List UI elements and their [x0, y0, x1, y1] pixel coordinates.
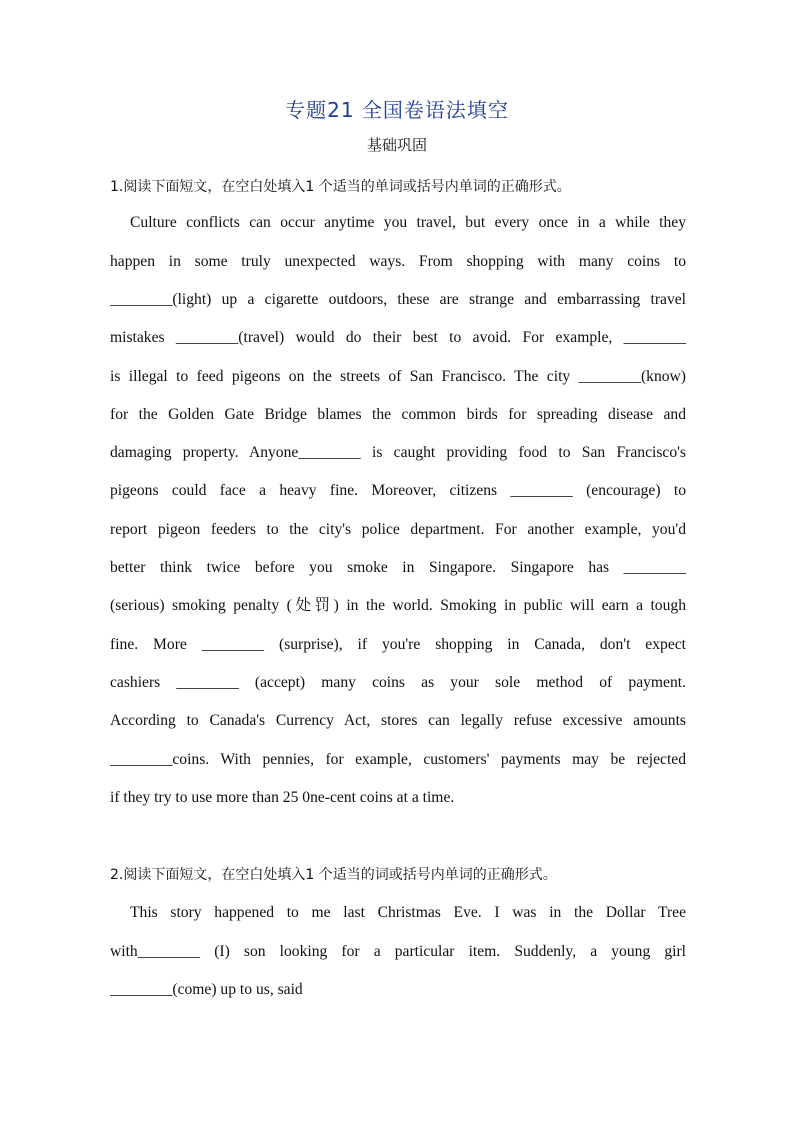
question-2-heading: 2.阅读下面短文，在空白处填入1 个适当的词或括号内单词的正确形式。 — [110, 867, 557, 883]
q1-line-2: happen in some truly unexpected ways. From shopping with many coins to — [110, 253, 686, 270]
q2-line-3: ________(come) up to us, said — [110, 981, 303, 998]
q1-line-9: report pigeon feeders to the city's police department. For another example, you'd — [110, 521, 686, 538]
q1-line-5: is illegal to feed pigeons on the streets of San Francisco. The city ________(know) — [110, 368, 686, 385]
q1-line-4: mistakes ________(travel) would do their best to avoid. For example, ________ — [110, 329, 686, 346]
page-title: 专题21 全国卷语法填空 — [285, 98, 509, 122]
section-subtitle: 基础巩固 — [366, 136, 427, 154]
q2-line-1: This story happened to me last Christmas Eve. I was in the Dollar Tree — [130, 904, 686, 921]
q1-line-7: damaging property. Anyone________ is caught providing food to San Francisco's — [110, 444, 686, 461]
question-1-heading: 1.阅读下面短文，在空白处填入1 个适当的单词或括号内单词的正确形式。 — [110, 179, 571, 195]
q1-line-16: if they try to use more than 25 0ne-cent coins at a time. — [110, 789, 455, 806]
q1-line-11: (serious) smoking penalty (处罚) in the world. Smoking in public will earn a tough — [110, 597, 686, 614]
q1-line-1: Culture conflicts can occur anytime you travel, but every once in a while they — [130, 214, 686, 231]
q1-line-15: ________coins. With pennies, for example, customers' payments may be rejected — [110, 751, 686, 768]
q1-line-14: According to Canada's Currency Act, stores can legally refuse excessive amounts — [110, 712, 686, 729]
q1-line-10: better think twice before you smoke in Singapore. Singapore has ________ — [110, 559, 686, 576]
q1-line-6: for the Golden Gate Bridge blames the common birds for spreading disease and — [110, 406, 686, 423]
q1-line-8: pigeons could face a heavy fine. Moreover, citizens ________ (encourage) to — [110, 482, 686, 499]
q2-line-2: with________ (I) son looking for a particular item. Suddenly, a young girl — [110, 943, 686, 960]
q1-line-3: ________(light) up a cigarette outdoors, these are strange and embarrassing travel — [110, 291, 686, 308]
q1-line-13: cashiers ________ (accept) many coins as your sole method of payment. — [110, 674, 686, 691]
q1-line-12: fine. More ________ (surprise), if you're shopping in Canada, don't expect — [110, 636, 686, 653]
